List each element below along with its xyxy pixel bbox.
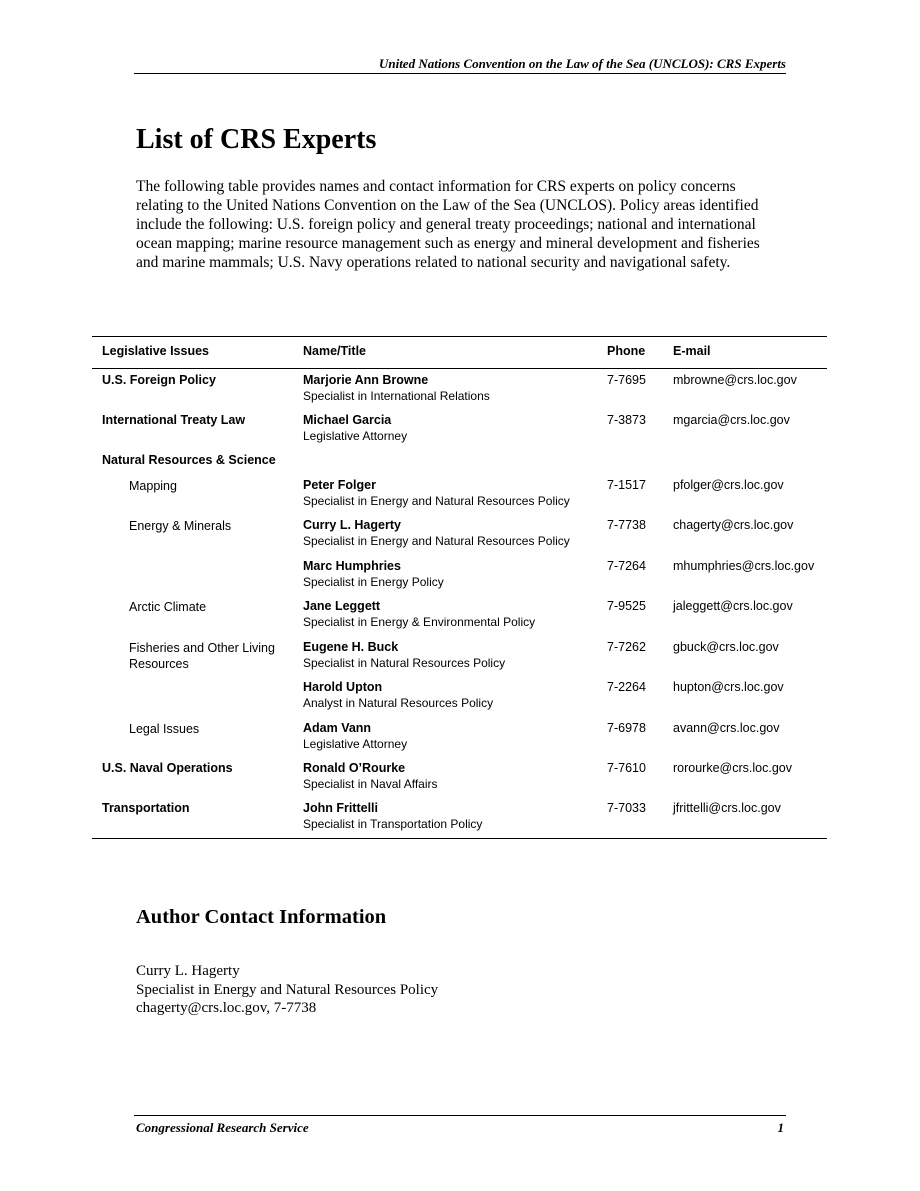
issue-cell: Energy & Minerals [129,519,232,533]
expert-name: Marc Humphries [303,559,401,573]
footer-publisher: Congressional Research Service [136,1120,309,1135]
expert-name: Adam Vann [303,721,372,735]
expert-name: John Frittelli [303,801,378,815]
page-number: 1 [777,1120,784,1135]
column-header-phone: Phone [607,344,646,358]
footer-rule [134,1115,786,1116]
header-rule [134,73,786,74]
expert-name: Jane Leggett [303,599,381,613]
expert-title: Specialist in Energy Policy [303,575,444,589]
expert-phone: 7-7033 [607,801,646,815]
author-role: Specialist in Energy and Natural Resources Policy [136,981,439,998]
expert-title: Specialist in Natural Resources Policy [303,656,506,670]
expert-email[interactable]: mgarcia@crs.loc.gov [673,413,790,427]
expert-phone: 7-2264 [607,680,646,694]
expert-title: Legislative Attorney [303,429,408,443]
expert-name: Eugene H. Buck [303,640,399,654]
expert-phone: 7-7738 [607,518,646,532]
expert-email[interactable]: mbrowne@crs.loc.gov [673,373,797,387]
column-header-issues: Legislative Issues [102,344,210,358]
expert-title: Specialist in Energy and Natural Resources Policy [303,534,570,548]
expert-email[interactable]: mhumphries@crs.loc.gov [673,559,815,573]
expert-phone: 7-7262 [607,640,646,654]
table-header-rule [92,368,827,369]
issue-group-heading: Natural Resources & Science [102,453,276,467]
expert-email[interactable]: pfolger@crs.loc.gov [673,478,784,492]
expert-title: Specialist in Naval Affairs [303,777,438,791]
expert-title: Legislative Attorney [303,737,408,751]
expert-email[interactable]: chagerty@crs.loc.gov [673,518,794,532]
expert-email[interactable]: hupton@crs.loc.gov [673,680,784,694]
issue-cell: Arctic Climate [129,600,207,614]
expert-name: Curry L. Hagerty [303,518,401,532]
expert-name: Marjorie Ann Browne [303,373,429,387]
expert-phone: 7-7695 [607,373,646,387]
issue-cell: U.S. Naval Operations [102,761,233,775]
expert-phone: 7-9525 [607,599,646,613]
expert-phone: 7-7610 [607,761,646,775]
author-name: Curry L. Hagerty [136,963,240,979]
issue-cell: International Treaty Law [102,413,246,427]
expert-title: Analyst in Natural Resources Policy [303,696,494,710]
issue-cell: Transportation [102,801,190,815]
expert-email[interactable]: gbuck@crs.loc.gov [673,640,779,654]
expert-name: Harold Upton [303,680,383,694]
expert-title: Specialist in Transportation Policy [303,817,483,831]
author-contact-block [136,962,438,1018]
column-header-email: E-mail [673,344,711,358]
section-title: List of CRS Experts [136,124,377,155]
expert-title: Specialist in International Relations [303,389,490,403]
issue-cell: Legal Issues [129,722,200,736]
table-top-rule [92,336,827,337]
expert-name: Michael Garcia [303,413,392,427]
expert-phone: 7-6978 [607,721,646,735]
expert-name: Ronald O’Rourke [303,761,406,775]
expert-name: Peter Folger [303,478,376,492]
column-header-name: Name/Title [303,344,366,358]
expert-title: Specialist in Energy and Natural Resources Policy [303,494,570,508]
issue-cell: Mapping [129,479,177,493]
expert-email[interactable]: avann@crs.loc.gov [673,721,780,735]
author-section-title: Author Contact Information [136,906,387,928]
expert-email[interactable]: rorourke@crs.loc.gov [673,761,792,775]
running-header: United Nations Convention on the Law of the Sea (UNCLOS): CRS Experts [378,56,786,71]
expert-phone: 7-3873 [607,413,646,427]
expert-phone: 7-7264 [607,559,646,573]
expert-email[interactable]: jfrittelli@crs.loc.gov [673,801,781,815]
expert-phone: 7-1517 [607,478,646,492]
expert-email[interactable]: jaleggett@crs.loc.gov [673,599,793,613]
author-contact: chagerty@crs.loc.gov, 7-7738 [136,1000,317,1016]
expert-title: Specialist in Energy & Environmental Policy [303,615,536,629]
table-bottom-rule [92,838,827,839]
issue-cell: Fisheries and Other Living Resources [129,641,275,671]
issue-cell: U.S. Foreign Policy [102,373,216,387]
intro-paragraph: The following table provides names and contact information for CRS experts on policy concerns relating to the United Nations Convention on the Law of the Sea (UNCLOS). Policy areas identified include the following: U.S. foreign policy and general treaty proceedings; national and international ocean mapping; marine resource management such as energy and mineral development and fisheries and marine mammals; U.S. Navy operations related to national security and navigational safety. [136,178,760,271]
